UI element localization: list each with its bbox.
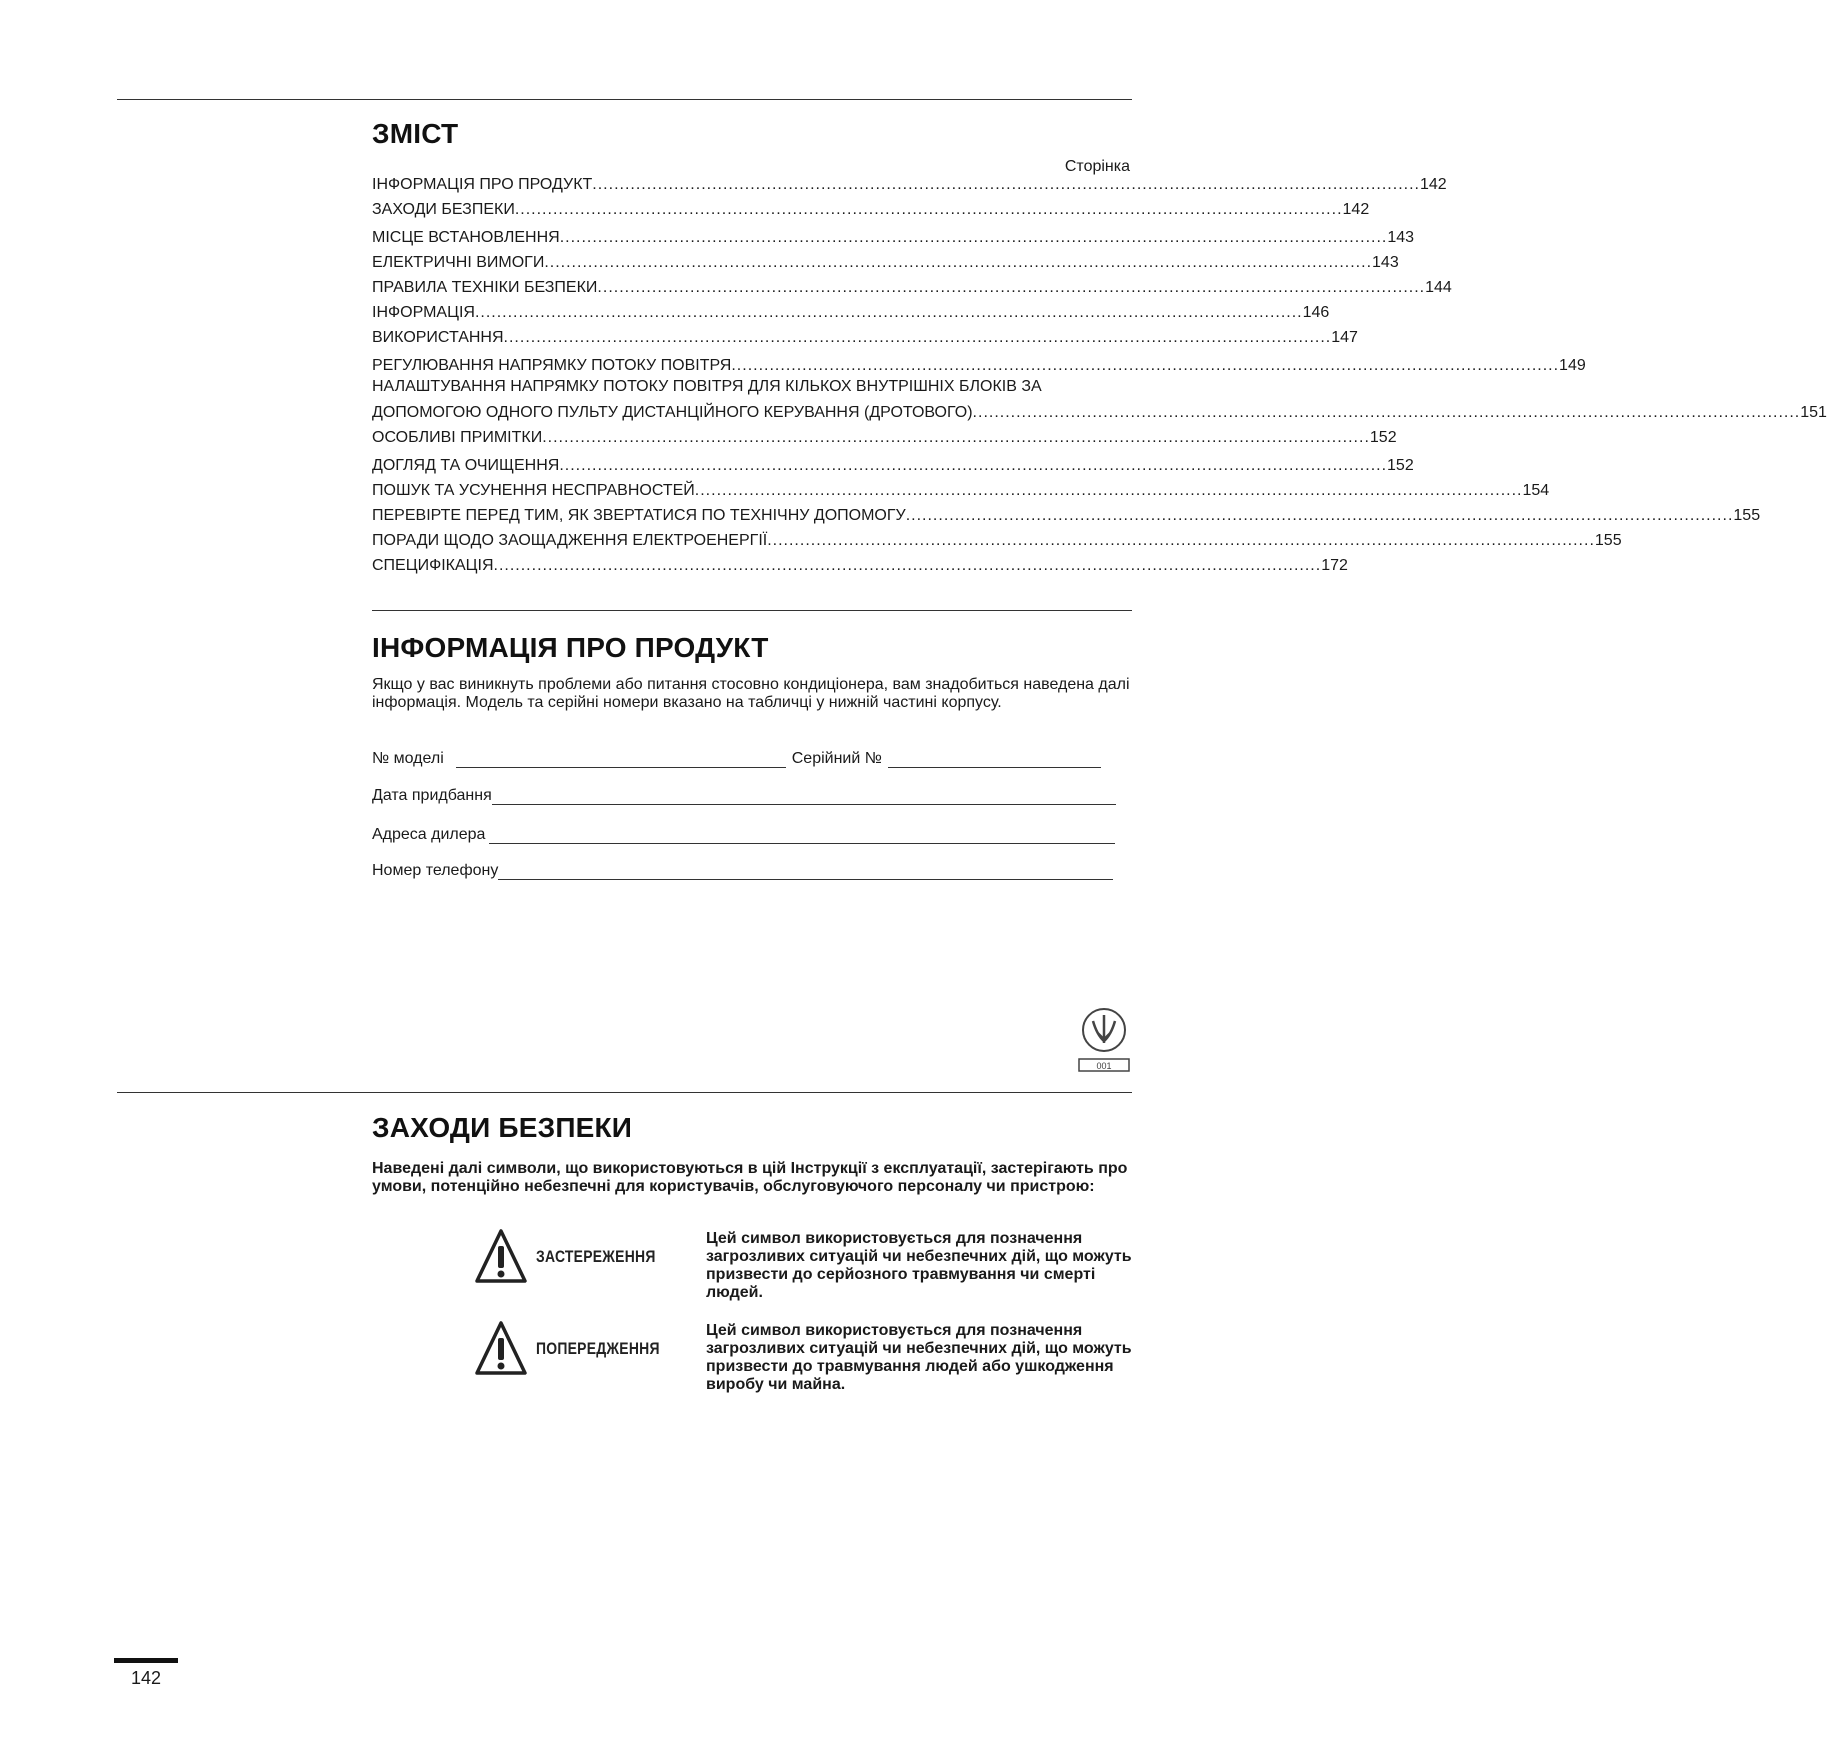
- caution-symbol: [474, 1320, 687, 1378]
- toc-entry-title: ОСОБЛИВІ ПРИМІТКИ: [372, 429, 543, 446]
- toc-entry-special-notes[interactable]: [372, 425, 1397, 447]
- page-number-bar: [114, 1658, 178, 1663]
- toc-leader: ........................................................................................................................................................: [559, 457, 1388, 474]
- caution-triangle-icon: [474, 1320, 528, 1378]
- toc-entry-title: РЕГУЛЮВАННЯ НАПРЯМКУ ПОТОКУ ПОВІТРЯ: [372, 357, 732, 374]
- toc-entry-page: 144: [1425, 279, 1452, 296]
- toc-entry-page: 149: [1559, 357, 1586, 374]
- toc-entry-electrical[interactable]: [372, 250, 1399, 272]
- toc-leader: ........................................................................................................................................................: [474, 304, 1303, 321]
- warning-description: Цей символ використовується для позначення загрозливих ситуацій чи небезпечних дій, що можуть призвести до серйозного травмування чи смерті людей.: [706, 1230, 1132, 1301]
- top-rule: [117, 99, 1132, 100]
- purchase-date-field: [372, 787, 1116, 805]
- purchase-date-input-line[interactable]: [492, 788, 1116, 805]
- page-number: 142: [131, 1668, 162, 1688]
- toc-entry-product-info[interactable]: [372, 172, 1447, 194]
- toc-entry-page: 155: [1594, 532, 1622, 549]
- toc-entry-page: 147: [1331, 329, 1358, 346]
- toc-entry-page: 146: [1302, 304, 1330, 321]
- purchase-date-label: Дата придбання: [372, 787, 492, 804]
- toc-leader: ........................................................................................................................................................: [544, 254, 1373, 271]
- toc-leader: ........................................................................................................................................................: [597, 279, 1426, 296]
- toc-entry-information[interactable]: [372, 300, 1330, 322]
- warning-symbol: [474, 1228, 682, 1286]
- phone-field: [372, 862, 1113, 880]
- phone-input-line[interactable]: [498, 863, 1113, 880]
- toc-entry-title: ПОРАДИ ЩОДО ЗАОЩАДЖЕННЯ ЕЛЕКТРОЕНЕРГІЇ: [372, 532, 768, 549]
- toc-entry-title: ПЕРЕВІРТЕ ПЕРЕД ТИМ, ЯК ЗВЕРТАТИСЯ ПО ТЕХНІЧНУ ДОПОМОГУ: [372, 507, 906, 524]
- caution-label: ПОПЕРЕДЖЕННЯ: [536, 1339, 660, 1358]
- model-label: № моделі: [372, 750, 444, 767]
- toc-entry-multi-line1[interactable]: НАЛАШТУВАННЯ НАПРЯМКУ ПОТОКУ ПОВІТРЯ ДЛЯ КІЛЬКОХ ВНУТРІШНІХ БЛОКІВ ЗА: [372, 378, 1042, 395]
- dealer-address-label: Адреса дилера: [372, 826, 486, 843]
- toc-entry-title: МІСЦЕ ВСТАНОВЛЕННЯ: [372, 229, 560, 246]
- toc-entry-page: 142: [1342, 201, 1370, 218]
- product-info-intro: Якщо у вас виникнуть проблеми або питання стосовно кондиціонера, вам знадобиться наведена далі інформація. Модель та серійні номери вказано на табличці у нижній частині корпусу.: [372, 676, 1130, 711]
- toc-entry-title: ПОШУК ТА УСУНЕННЯ НЕСПРАВНОСТЕЙ: [372, 482, 695, 499]
- toc-leader: ........................................................................................................................................................: [592, 176, 1420, 193]
- toc-entry-title: СПЕЦИФІКАЦІЯ: [372, 557, 494, 574]
- serial-input-line[interactable]: [888, 751, 1101, 768]
- model-input-line[interactable]: [456, 751, 786, 768]
- toc-entry-page: 154: [1522, 482, 1550, 499]
- toc-page-header: Сторінка: [1064, 158, 1130, 175]
- toc-leader: ........................................................................................................................................................: [694, 482, 1523, 499]
- toc-entry-specification[interactable]: [372, 553, 1348, 575]
- toc-leader: ........................................................................................................................................................: [514, 201, 1343, 218]
- toc-leader: ........................................................................................................................................................: [493, 557, 1322, 574]
- toc-entry-page: 143: [1372, 254, 1399, 271]
- toc-entry-page: 152: [1369, 429, 1397, 446]
- toc-entry-safety[interactable]: [372, 197, 1370, 219]
- warning-triangle-icon: [474, 1228, 528, 1286]
- model-field: [372, 750, 1101, 768]
- toc-entry-usage[interactable]: [372, 325, 1358, 347]
- toc-entry-title: ЕЛЕКТРИЧНІ ВИМОГИ: [372, 254, 545, 271]
- toc-entry-page: 143: [1387, 229, 1415, 246]
- dealer-address-input-line[interactable]: [489, 827, 1115, 844]
- toc-entry-airflow[interactable]: [372, 353, 1586, 375]
- phone-label: Номер телефону: [372, 862, 499, 879]
- product-info-title: ІНФОРМАЦІЯ ПРО ПРОДУКТ: [372, 632, 769, 663]
- warning-label: ЗАСТЕРЕЖЕННЯ: [536, 1247, 656, 1266]
- toc-entry-page: 155: [1733, 507, 1761, 524]
- toc-entry-title: ВИКОРИСТАННЯ: [372, 329, 504, 346]
- section-rule: [372, 610, 1132, 611]
- toc-entry-installation-place[interactable]: [372, 225, 1415, 247]
- toc-leader: ........................................................................................................................................................: [905, 507, 1734, 524]
- toc-leader: ........................................................................................................................................................: [542, 429, 1370, 446]
- caution-description: Цей символ використовується для позначення загрозливих ситуацій чи небезпечних дій, що можуть призвести до травмування людей або ушкодження виробу чи майна.: [706, 1322, 1132, 1393]
- toc-entry-troubleshooting[interactable]: [372, 478, 1550, 500]
- toc-leader: ........................................................................................................................................................: [731, 357, 1560, 374]
- toc-entry-page: 151: [1800, 404, 1827, 421]
- toc-leader: ........................................................................................................................................................: [767, 532, 1595, 549]
- toc-leader: ........................................................................................................................................................: [503, 329, 1332, 346]
- serial-label: Серійний №: [791, 750, 882, 767]
- safety-intro: Наведені далі символи, що використовуються в цій Інструкції з експлуатації, застерігають про умови, потенційно небезпечні для користувачів, обслуговуючого персоналу чи пристрою:: [372, 1160, 1128, 1195]
- toc-entry-safety-rules[interactable]: [372, 275, 1452, 297]
- toc-entry-multi-line2[interactable]: [372, 400, 1827, 422]
- toc-entry-page: 172: [1321, 557, 1348, 574]
- toc-entry-check-before-service[interactable]: [372, 503, 1761, 525]
- toc-entry-energy-saving[interactable]: [372, 528, 1622, 550]
- toc-entry-title: ЗАХОДИ БЕЗПЕКИ: [372, 201, 515, 218]
- toc-entry-title: ІНФОРМАЦІЯ ПРО ПРОДУКТ: [372, 176, 593, 193]
- certification-mark-icon: [1077, 1005, 1131, 1075]
- toc-entry-title: ДОПОМОГОЮ ОДНОГО ПУЛЬТУ ДИСТАНЦІЙНОГО КЕРУВАННЯ (ДРОТОВОГО): [372, 404, 973, 421]
- toc-entry-page: 152: [1387, 457, 1414, 474]
- toc-title: ЗМІСТ: [372, 118, 459, 149]
- toc-entry-care-cleaning[interactable]: [372, 453, 1414, 475]
- toc-entry-page: 142: [1419, 176, 1447, 193]
- certification-code: 001: [1096, 1061, 1112, 1071]
- toc-leader: ........................................................................................................................................................: [559, 229, 1388, 246]
- toc-entry-title: ІНФОРМАЦІЯ: [372, 304, 475, 321]
- toc-entry-title: ПРАВИЛА ТЕХНІКИ БЕЗПЕКИ: [372, 279, 598, 296]
- dealer-address-field: [372, 826, 1115, 844]
- toc-leader: ........................................................................................................................................................: [972, 404, 1801, 421]
- toc-entry-title: ДОГЛЯД ТА ОЧИЩЕННЯ: [372, 457, 560, 474]
- divider-rule: [117, 1092, 1132, 1093]
- safety-title: ЗАХОДИ БЕЗПЕКИ: [372, 1112, 633, 1143]
